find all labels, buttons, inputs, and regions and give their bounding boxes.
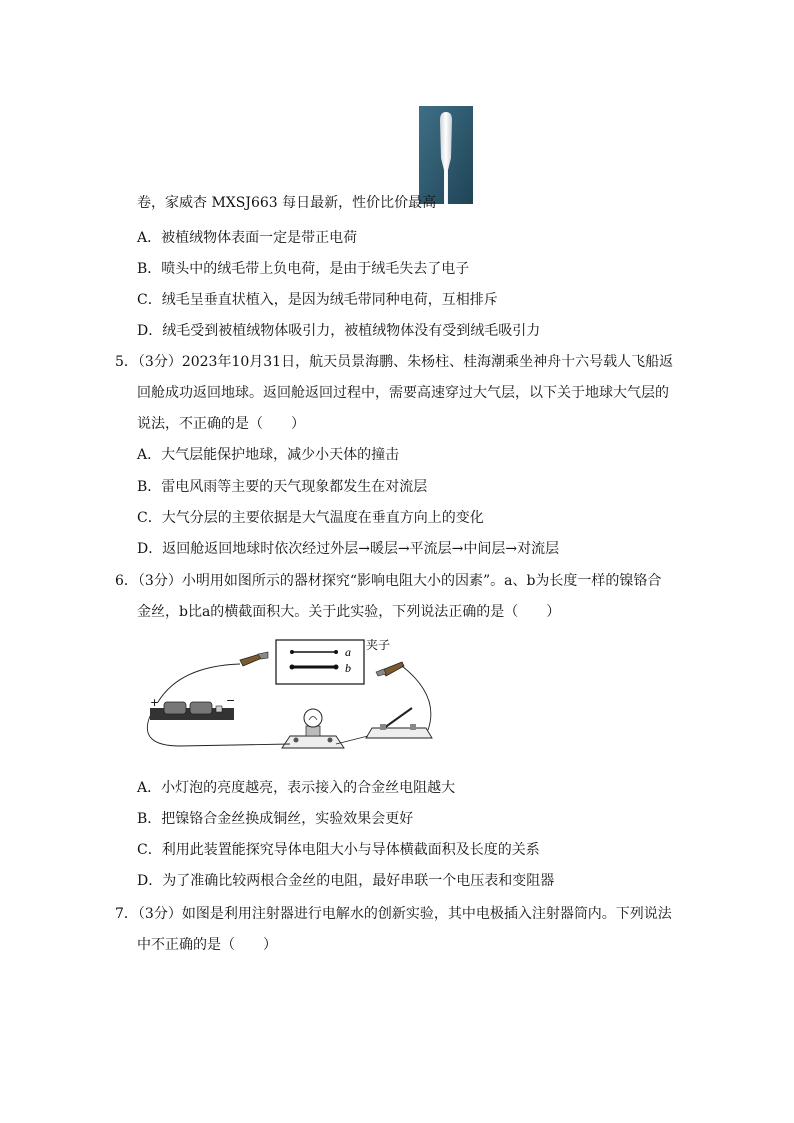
q7-stem-line-1: 7．（3分）如图是利用注射器进行电解水的创新实验，其中电极插入注射器筒内。下列说法 [115,906,672,922]
q5-option-b: B．雷电风雨等主要的天气现象都发生在对流层 [137,479,428,495]
q5-stem-line-2: 回舱成功返回地球。返回舱返回过程中，需要高速穿过大气层，以下关于地球大气层的 [137,385,669,401]
battery-minus: − [226,694,236,707]
right-clip [376,662,404,676]
q5-option-c: C．大气分层的主要依据是大气温度在垂直方向上的变化 [137,510,484,526]
circuit-figure [140,636,440,761]
q4-option-a: A．被植绒物体表面一定是带正电荷 [137,230,358,246]
q7-stem-line-2: 中不正确的是（ ） [137,937,277,953]
swab-photo [419,106,473,204]
q5-option-d: D．返回舱返回地球时依次经过外层→暖层→平流层→中间层→对流层 [137,541,560,557]
q6-stem-line-2: 金丝，b比a的横截面积大。关于此实验，下列说法正确的是（ ） [137,604,561,620]
q6-stem-line-1: 6．（3分）小明用如图所示的器材探究“影响电阻大小的因素”。a、b为长度一样的镍铬合 [115,573,662,589]
battery-pack [150,694,235,720]
watermark-text: 卷，家威杏 MXSJ663 每日最新，性价比价最高 [137,195,437,211]
bulb [282,709,344,748]
q6-option-a: A．小灯泡的亮度越亮，表示接入的合金丝电阻越大 [137,780,456,796]
clip-label: 夹子 [366,638,391,652]
left-clip [240,652,268,666]
q6-option-d: D．为了准确比较两根合金丝的电阻，最好串联一个电压表和变阻器 [137,873,555,889]
wire-b-label: b [345,661,351,675]
q5-stem-line-1: 5．（3分）2023年10月31日，航天员景海鹏、朱杨柱、桂海潮乘坐神舟十六号载人飞船返 [115,354,674,370]
q4-option-d: D．绒毛受到被植绒物体吸引力，被植绒物体没有受到绒毛吸引力 [137,323,541,339]
q6-option-b: B．把镍铬合金丝换成铜丝，实验效果会更好 [137,811,414,827]
q4-option-b: B．喷头中的绒毛带上负电荷，是由于绒毛失去了电子 [137,261,470,277]
wire-a-label: a [345,645,351,659]
knife-switch [366,708,432,738]
battery-plus: + [150,696,160,709]
q4-option-c: C．绒毛呈垂直状植入，是因为绒毛带同种电荷，互相排斥 [137,292,498,308]
q6-option-c: C．利用此装置能探究导体电阻大小与导体横截面积及长度的关系 [137,842,540,858]
q5-stem-line-3: 说法，不正确的是（ ） [137,416,305,432]
q5-option-a: A．大气层能保护地球，减少小天体的撞击 [137,447,400,463]
